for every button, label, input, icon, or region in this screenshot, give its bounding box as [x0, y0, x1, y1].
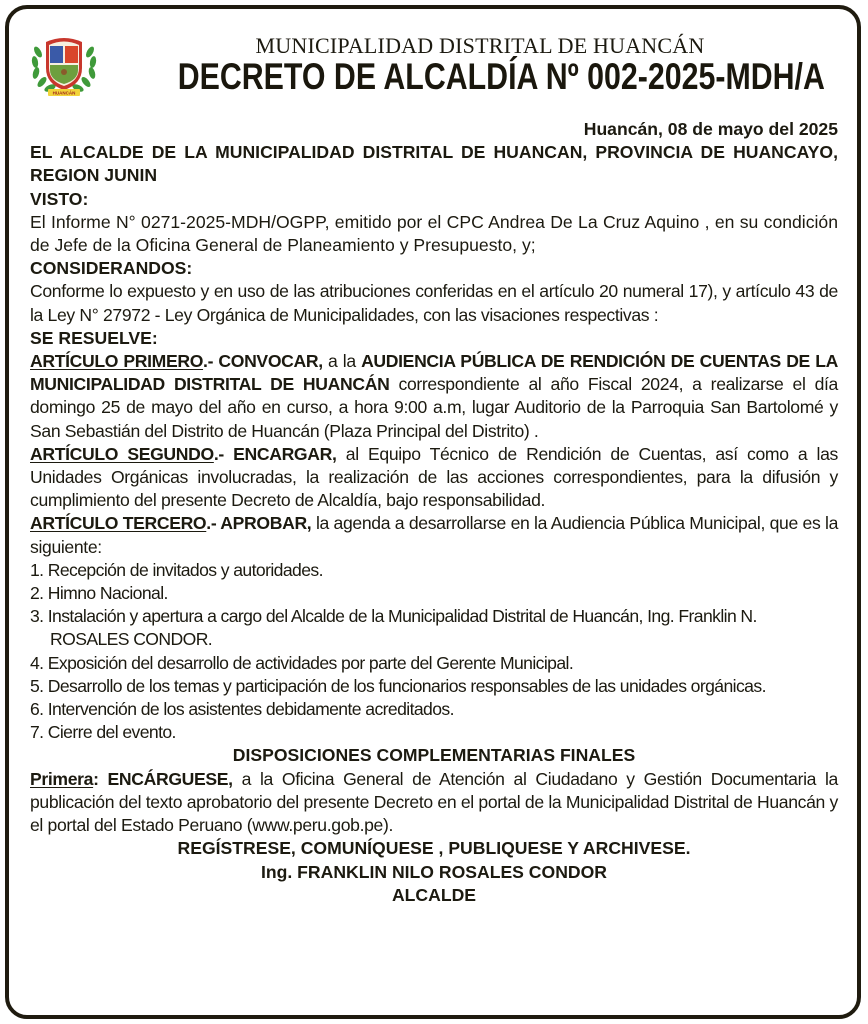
agenda-item: 4. Exposición del desarrollo de actividades por parte del Gerente Municipal.	[30, 652, 574, 673]
signatory-position: ALCALDE	[391, 884, 477, 905]
document-body	[30, 118, 838, 907]
audiencia-name: AUDIENCIA PÚBLICA DE RENDICIÓN DE CUENTAS DE LA MUNICIPALIDAD DISTRITAL DE HUANCÁN	[30, 351, 838, 395]
articulo-segundo-verb: ENCARGAR,	[233, 443, 337, 464]
municipal-coat-of-arms-icon	[28, 28, 100, 100]
closing-formula: REGÍSTRESE, COMUNÍQUESE , PUBLIQUESE Y ARCHIVESE.	[177, 838, 691, 859]
agenda-item: 1. Recepción de invitados y autoridades.	[30, 559, 323, 580]
svg-text:HUANCÁN: HUANCÁN	[52, 90, 76, 96]
organization-name: MUNICIPALIDAD DISTRITAL DE HUANCÁN	[255, 33, 705, 58]
se-resuelve-heading: SE RESUELVE:	[30, 327, 158, 348]
decree-title: DECRETO DE ALCALDÍA Nº 002-2025-MDH/A	[177, 56, 825, 97]
agenda-item: 2. Himno Nacional.	[30, 583, 168, 604]
visto-text: El Informe N° 0271-2025-MDH/OGPP, emitido por el CPC Andrea De La Cruz Aquino , en su condición de Jefe de la Oficina General de Planeamiento y Presupuesto, y;	[30, 211, 838, 256]
agenda-item: 3. Instalación y apertura a cargo del Alcalde de la Municipalidad Distrital de Huancán, Ing. Franklin N. ROSALES CONDOR.	[30, 606, 757, 650]
considerandos-text: Conforme lo expuesto y en uso de las atribuciones conferidas en el artículo 20 numeral 17), y artículo 43 de la Ley N° 27972 - Ley Orgánica de Municipalidades, con las visaciones respectivas :	[30, 281, 838, 325]
primera-verb: ENCÁRGUESE,	[107, 768, 233, 789]
articulo-tercero: ARTÍCULO TERCERO.- APROBAR, la agenda a desarrollarse en la Audiencia Pública Municipal, que es la siguiente:	[30, 513, 839, 557]
disposiciones-heading: DISPOSICIONES COMPLEMENTARIAS FINALES	[232, 745, 636, 766]
articulo-primero-label: ARTÍCULO PRIMERO	[30, 351, 204, 372]
disposicion-primera: Primera: ENCÁRGUESE, a la Oficina General de Atención al Ciudadano y Gestión Documentaria la publicación del texto aprobatorio del presente Decreto en el portal de la Municipalidad Distrital de Huancán y el portal del Estado Peruano (www.peru.gob.pe).	[30, 768, 838, 836]
articulo-segundo-label: ARTÍCULO SEGUNDO	[30, 443, 214, 464]
articulo-segundo: ARTÍCULO SEGUNDO.- ENCARGAR, al Equipo Técnico de Rendición de Cuentas, así como a las Unidades Orgánicas involucradas, la realización de las acciones correspondientes, para la difusión y cumplimiento del presente Decreto de Alcaldía, bajo responsabilidad.	[30, 443, 838, 511]
agenda-item: 5. Desarrollo de los temas y participación de los funcionarios responsables de las unidades orgánicas.	[30, 675, 766, 696]
articulo-primero-verb: CONVOCAR,	[218, 351, 323, 372]
date-line: Huancán, 08 de mayo del 2025	[583, 119, 838, 139]
articulo-tercero-label: ARTÍCULO TERCERO	[30, 513, 207, 534]
signatory-name: Ing. FRANKLIN NILO ROSALES CONDOR	[261, 861, 607, 882]
primera-label: Primera	[30, 768, 94, 789]
articulo-tercero-verb: APROBAR,	[220, 513, 312, 534]
authority-heading: EL ALCALDE DE LA MUNICIPALIDAD DISTRITAL DE HUANCAN, PROVINCIA DE HUANCAYO, REGION JUNIN	[30, 142, 838, 186]
agenda-list	[30, 559, 838, 745]
agenda-item: 6. Intervención de los asistentes debidamente acreditados.	[30, 699, 454, 720]
agenda-item: 7. Cierre del evento.	[30, 722, 176, 743]
considerandos-heading: CONSIDERANDOS:	[30, 258, 193, 279]
visto-heading: VISTO:	[30, 188, 89, 209]
articulo-primero: ARTÍCULO PRIMERO.- CONVOCAR, a la AUDIENCIA PÚBLICA DE RENDICIÓN DE CUENTAS DE LA MUNICIPALIDAD DISTRITAL DE HUANCÁN correspondiente al año Fiscal 2024, a realizarse el día domingo 25 de mayo del año en curso, a hora 9:00 a.m, lugar Auditorio de la Parroquia San Bartolomé y San Sebastián del Distrito de Huancán (Plaza Principal del Distrito) .	[30, 351, 838, 441]
